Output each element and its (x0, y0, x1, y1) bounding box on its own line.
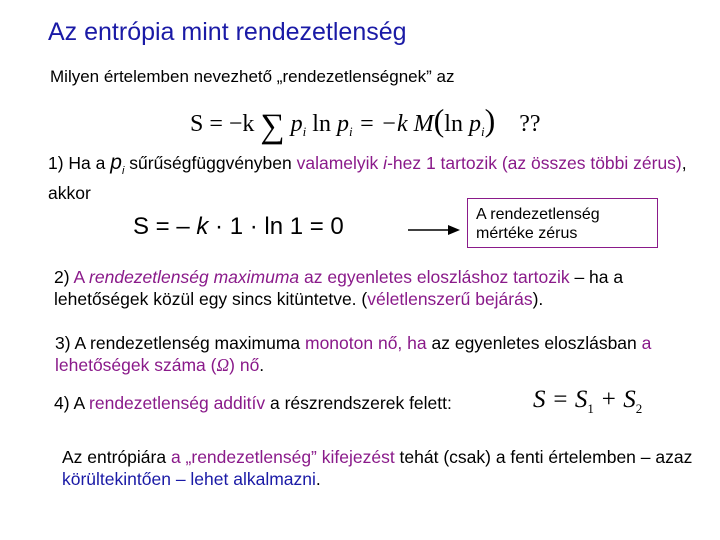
sum-symbol: ∑ (260, 108, 285, 145)
formula-rparen: ) (484, 102, 496, 138)
point-3-text: az egyenletes eloszlásban (426, 333, 642, 353)
point-3-highlight: a lehetőségek száma ( (55, 333, 652, 375)
point-2-text: – ha a lehetőségek közül egy sincs kitüntetve. ( (54, 267, 624, 309)
formula-lparen: ( (433, 102, 445, 138)
point-1-text: 1) Ha a (48, 153, 111, 173)
formula-p: p (468, 111, 481, 137)
point-4-highlight: rendezetlenség additív (89, 393, 266, 413)
intro-text: Milyen értelemben nevezhető „rendezetlenségnek” az (50, 67, 455, 86)
point-2-highlight: A (73, 267, 90, 287)
question-marks: ?? (519, 111, 541, 137)
point-1-highlight: -hez 1 tartozik (az összes többi zérus) (387, 153, 682, 173)
point-3-highlight: ) nő (229, 355, 260, 375)
conclusion-text: tehát (csak) a fenti értelemben – azaz (394, 447, 693, 467)
formula-eq: = −k (358, 111, 408, 137)
formula-m: M (413, 111, 434, 137)
point-3 (55, 332, 715, 376)
conclusion-text: Az entrópiára (62, 447, 171, 467)
point-2 (54, 266, 719, 310)
result-rest: · 1 · ln 1 = 0 (208, 213, 344, 240)
point-3-text: 3) A rendezetlenség maximuma (55, 333, 305, 353)
conclusion-highlight: körültekintően – lehet alkalmazni (62, 469, 316, 489)
point-2-highlight: rendezetlenség maximuma (89, 267, 300, 287)
point-3-highlight: monoton nő, ha (305, 333, 427, 353)
omega-symbol: Ω (216, 355, 230, 375)
formula-lhs: S = −k (190, 111, 255, 137)
result-s: S = – (133, 213, 197, 240)
point-1 (48, 152, 713, 204)
point-1-highlight: i (383, 153, 388, 173)
formula-ln: ln (444, 111, 463, 137)
conclusion-text: . (315, 469, 321, 489)
formula2-sub: 2 (635, 401, 643, 416)
formula-index: i (348, 124, 353, 139)
result-box-line: mértéke zérus (476, 225, 578, 242)
conclusion-highlight: a „rendezetlenség” kifejezést (170, 447, 395, 467)
formula-index: i (480, 124, 485, 139)
point-2-highlight: az egyenletes eloszláshoz tartozik (299, 267, 570, 287)
point-3-text: . (259, 355, 265, 375)
formula2-plus: + S (593, 386, 636, 413)
result-box-line: A rendezetlenség (476, 206, 600, 223)
point-4-text: 4) A (54, 393, 90, 413)
result-box (467, 198, 658, 248)
point-2-text: 2) (54, 267, 74, 287)
entropy-formula (190, 102, 541, 146)
point-1-text: , akkor (48, 153, 687, 204)
point-1-highlight: valamelyik (296, 153, 384, 173)
point-2-highlight: véletlenszerű bejárás (367, 289, 533, 309)
formula-index: i (302, 124, 307, 139)
page-title: Az entrópia mint rendezetlenség (48, 18, 407, 46)
point-2-text: ). (532, 289, 544, 309)
p-index: i (121, 165, 125, 178)
formula-p: p (336, 111, 349, 137)
point-1-text: sűrűségfüggvényben (124, 153, 297, 173)
p-letter: p (110, 151, 122, 174)
conclusion (62, 446, 702, 490)
formula-p: p (290, 111, 303, 137)
point-4 (54, 393, 452, 414)
formula2-lhs: S = S (533, 386, 588, 413)
formula-ln: ln (312, 111, 331, 137)
point-4-text: a részrendszerek felett: (265, 393, 452, 413)
arrow-right-icon (408, 224, 460, 236)
result-formula (133, 213, 344, 241)
formula2-sub: 1 (587, 401, 594, 416)
p-i-symbol (110, 151, 125, 178)
result-k: k (196, 213, 209, 240)
additivity-formula (533, 386, 642, 417)
